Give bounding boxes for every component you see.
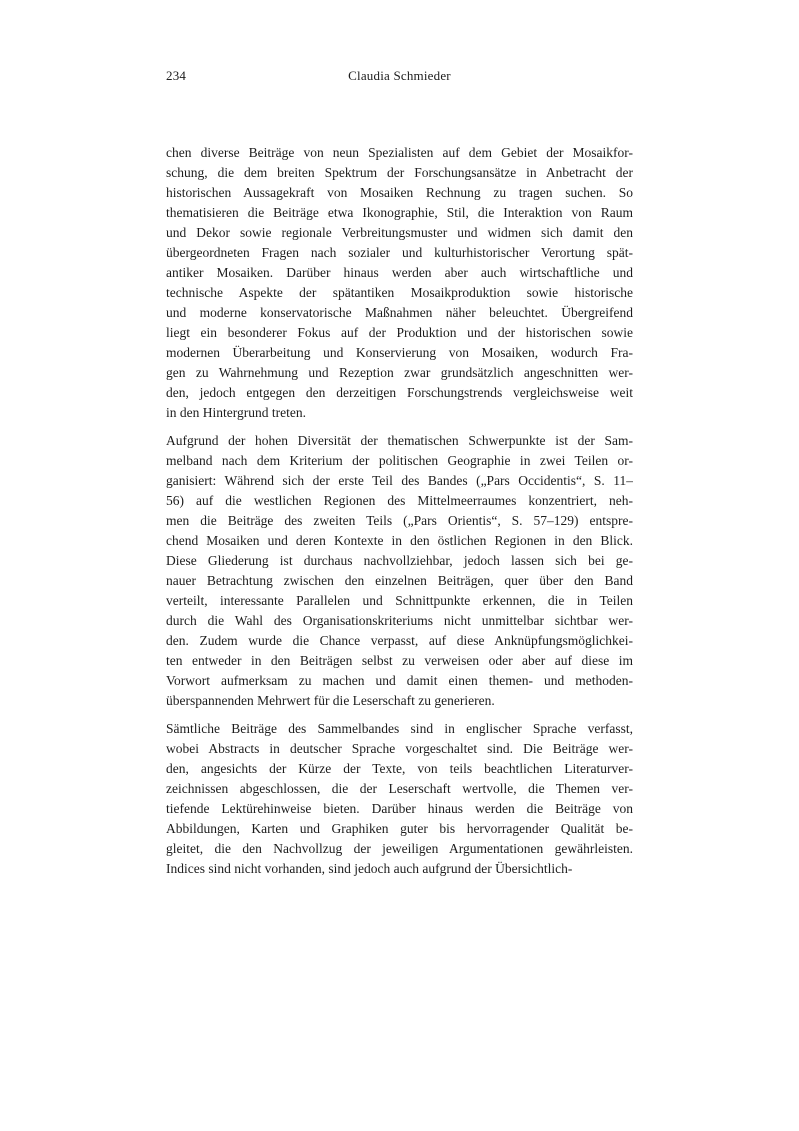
paragraph — [166, 431, 633, 711]
text-line: schung, die dem breiten Spektrum der Forschungsansätze in Anbetracht der — [166, 165, 633, 180]
text-line: übergeordneten Fragen nach sozialer und kulturhistorischer Verortung spät- — [166, 245, 633, 260]
text-line: Abbildungen, Karten und Graphiken guter bis hervorragender Qualität be- — [166, 821, 633, 836]
text-line: überspannenden Mehrwert für die Leserschaft zu generieren. — [166, 693, 495, 708]
text-line: modernen Überarbeitung und Konservierung von Mosaiken, wodurch Fra- — [166, 345, 633, 360]
text-line: thematisieren die Beiträge etwa Ikonographie, Stil, die Interaktion von Raum — [166, 205, 633, 220]
text-line: den. Zudem wurde die Chance verpasst, auf diese Anknüpfungsmöglichkei- — [166, 633, 633, 648]
text-line: ten entweder in den Beiträgen selbst zu verweisen oder aber auf diese im — [166, 653, 633, 668]
text-line: Aufgrund der hohen Diversität der thematischen Schwerpunkte ist der Sam- — [166, 433, 633, 448]
text-line: gleitet, die den Nachvollzug der jeweiligen Argumentationen gewährleisten. — [166, 841, 633, 856]
text-line: gen zu Wahrnehmung und Rezeption zwar grundsätzlich angeschnitten wer- — [166, 365, 633, 380]
text-line: technische Aspekte der spätantiken Mosaikproduktion sowie historische — [166, 285, 633, 300]
text-line: den, angesichts der Kürze der Texte, von teils beachtlichen Literaturver- — [166, 761, 633, 776]
body-text — [166, 143, 633, 879]
text-line: durch die Wahl des Organisationskriteriums nicht unmittelbar sichtbar wer- — [166, 613, 633, 628]
text-line: wobei Abstracts in deutscher Sprache vorgeschaltet sind. Die Beiträge wer- — [166, 741, 633, 756]
text-line: und Dekor sowie regionale Verbreitungsmuster und widmen sich damit den — [166, 225, 633, 240]
paragraph — [166, 719, 633, 879]
text-line: 56) auf die westlichen Regionen des Mittelmeerraumes konzentriert, neh- — [166, 493, 633, 508]
running-head — [166, 68, 633, 86]
text-line: in den Hintergrund treten. — [166, 405, 306, 420]
text-line: Diese Gliederung ist durchaus nachvollziehbar, jedoch lassen sich bei ge- — [166, 553, 633, 568]
text-line: antiker Mosaiken. Darüber hinaus werden aber auch wirtschaftliche und — [166, 265, 633, 280]
page-number: 234 — [166, 68, 187, 83]
text-line: den, jedoch entgegen den derzeitigen Forschungstrends vergleichsweise weit — [166, 385, 633, 400]
text-line: ganisiert: Während sich der erste Teil des Bandes („Pars Occidentis“, S. 11– — [166, 473, 633, 488]
text-line: verteilt, interessante Parallelen und Schnittpunkte erkennen, die in Teilen — [166, 593, 633, 608]
text-line: historischen Aussagekraft von Mosaiken Rechnung zu tragen suchen. So — [166, 185, 633, 200]
text-line: tiefende Lektürehinweise bieten. Darüber hinaus werden die Beiträge von — [166, 801, 633, 816]
text-line: chen diverse Beiträge von neun Spezialisten auf dem Gebiet der Mosaikfor- — [166, 145, 633, 160]
text-line: liegt ein besonderer Fokus auf der Produktion und der historischen sowie — [166, 325, 633, 340]
text-line: Vorwort aufmerksam zu machen und damit einen themen- und methoden- — [166, 673, 633, 688]
paragraph — [166, 143, 633, 423]
text-line: melband nach dem Kriterium der politischen Geographie in zwei Teilen or- — [166, 453, 633, 468]
text-line: nauer Betrachtung zwischen den einzelnen Beiträgen, quer über den Band — [166, 573, 633, 588]
text-line: chend Mosaiken und deren Kontexte in den östlichen Regionen in den Blick. — [166, 533, 633, 548]
text-line: Indices sind nicht vorhanden, sind jedoch auch aufgrund der Übersichtlich- — [166, 861, 573, 876]
text-line: Sämtliche Beiträge des Sammelbandes sind in englischer Sprache verfasst, — [166, 721, 633, 736]
text-line: zeichnissen abgeschlossen, die der Leserschaft wertvolle, die Themen ver- — [166, 781, 633, 796]
text-line: und moderne konservatorische Maßnahmen näher beleuchtet. Übergreifend — [166, 305, 633, 320]
text-line: men die Beiträge des zweiten Teils („Pars Orientis“, S. 57–129) entspre- — [166, 513, 633, 528]
running-header-title: Claudia Schmieder — [348, 68, 451, 83]
